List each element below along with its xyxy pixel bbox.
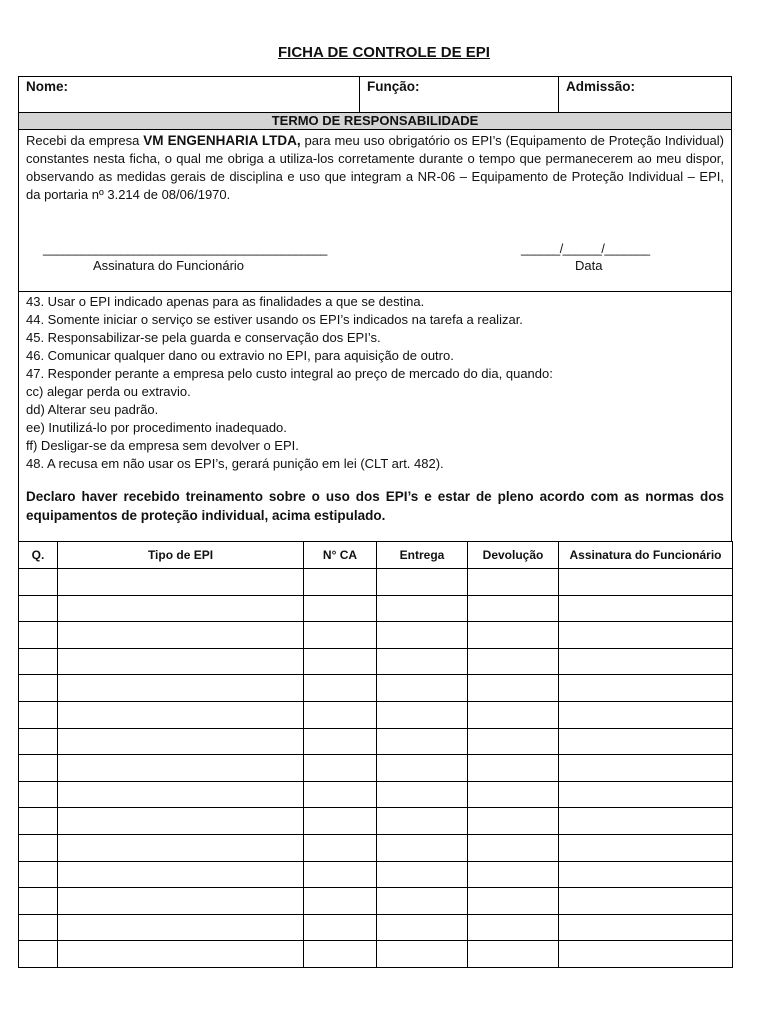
table-cell[interactable]: [19, 781, 58, 808]
table-row: [19, 701, 733, 728]
table-cell[interactable]: [19, 675, 58, 702]
table-row: [19, 781, 733, 808]
table-cell[interactable]: [304, 648, 377, 675]
table-cell[interactable]: [58, 595, 304, 622]
table-cell[interactable]: [559, 914, 733, 941]
table-cell[interactable]: [468, 888, 559, 915]
table-row: [19, 888, 733, 915]
table-cell[interactable]: [468, 648, 559, 675]
table-row: [19, 834, 733, 861]
table-cell[interactable]: [377, 861, 468, 888]
signature-line[interactable]: ____________________________________________: [43, 242, 327, 256]
table-cell[interactable]: [559, 622, 733, 649]
rule-item: 43. Usar o EPI indicado apenas para as finalidades a que se destina.: [26, 294, 425, 309]
rule-item: ff) Desligar-se da empresa sem devolver o EPI.: [26, 438, 299, 453]
rule-item: 45. Responsabilizar-se pela guarda e conservação dos EPI’s.: [26, 330, 381, 345]
table-cell[interactable]: [377, 701, 468, 728]
table-cell[interactable]: [58, 648, 304, 675]
table-cell[interactable]: [468, 914, 559, 941]
rule-item: 46. Comunicar qualquer dano ou extravio no EPI, para aquisição de outro.: [26, 348, 454, 363]
table-cell[interactable]: [377, 941, 468, 968]
table-cell[interactable]: [559, 834, 733, 861]
table-cell[interactable]: [58, 781, 304, 808]
company-name: VM ENGENHARIA LTDA,: [143, 133, 301, 148]
termo-text-before: Recebi da empresa: [26, 133, 144, 148]
table-cell[interactable]: [19, 914, 58, 941]
table-cell[interactable]: [468, 808, 559, 835]
table-cell[interactable]: [19, 648, 58, 675]
epi-table: [18, 541, 733, 968]
funcao-field[interactable]: Função:: [360, 77, 559, 112]
table-cell[interactable]: [58, 808, 304, 835]
table-cell[interactable]: [304, 675, 377, 702]
table-cell[interactable]: [377, 755, 468, 782]
epi-table-header: [19, 542, 733, 569]
table-cell[interactable]: [468, 834, 559, 861]
epi-table-body: [19, 569, 733, 968]
table-row: [19, 569, 733, 596]
table-cell[interactable]: [377, 888, 468, 915]
rule-item: dd) Alterar seu padrão.: [26, 402, 159, 417]
table-cell[interactable]: [58, 701, 304, 728]
table-row: [19, 675, 733, 702]
table-cell[interactable]: [468, 622, 559, 649]
table-cell[interactable]: [377, 595, 468, 622]
table-cell[interactable]: [19, 941, 58, 968]
table-cell[interactable]: [468, 569, 559, 596]
table-row: [19, 728, 733, 755]
table-cell[interactable]: [377, 781, 468, 808]
column-header: Entrega: [377, 542, 468, 569]
table-cell[interactable]: [304, 941, 377, 968]
rules-section: [18, 291, 732, 542]
declaration-text: Declaro haver recebido treinamento sobre o uso dos EPI’s e estar de pleno acordo com as normas dos equipamentos de proteção individual, acima estipulado.: [26, 489, 724, 523]
table-cell[interactable]: [304, 622, 377, 649]
table-cell[interactable]: [559, 595, 733, 622]
table-row: [19, 595, 733, 622]
table-cell[interactable]: [304, 569, 377, 596]
table-cell[interactable]: [377, 914, 468, 941]
table-cell[interactable]: [468, 755, 559, 782]
table-cell[interactable]: [559, 861, 733, 888]
table-cell[interactable]: [58, 622, 304, 649]
table-cell[interactable]: [377, 808, 468, 835]
column-header: Assinatura do Funcionário: [559, 542, 733, 569]
document-title: FICHA DE CONTROLE DE EPI: [278, 44, 490, 61]
table-row: [19, 648, 733, 675]
table-row: [19, 861, 733, 888]
table-cell[interactable]: [377, 569, 468, 596]
table-cell[interactable]: [468, 675, 559, 702]
table-cell[interactable]: [19, 888, 58, 915]
table-cell[interactable]: [559, 728, 733, 755]
rule-item: cc) alegar perda ou extravio.: [26, 384, 191, 399]
table-cell[interactable]: [19, 569, 58, 596]
table-cell[interactable]: [468, 728, 559, 755]
table-row: [19, 755, 733, 782]
table-cell[interactable]: [304, 888, 377, 915]
table-cell[interactable]: [559, 755, 733, 782]
table-cell[interactable]: [304, 808, 377, 835]
rule-item: 47. Responder perante a empresa pelo custo integral ao preço de mercado do dia, quando:: [26, 366, 553, 381]
table-cell[interactable]: [19, 728, 58, 755]
table-cell[interactable]: [559, 675, 733, 702]
table-cell[interactable]: [58, 728, 304, 755]
table-row: [19, 914, 733, 941]
table-cell[interactable]: [304, 914, 377, 941]
table-cell[interactable]: [468, 781, 559, 808]
termo-paragraph: [26, 132, 724, 204]
table-cell[interactable]: [58, 861, 304, 888]
table-cell[interactable]: [468, 861, 559, 888]
termo-heading: TERMO DE RESPONSABILIDADE: [18, 112, 732, 130]
rule-item: ee) Inutilizá-lo por procedimento inadequado.: [26, 420, 287, 435]
table-cell[interactable]: [377, 675, 468, 702]
table-cell[interactable]: [468, 701, 559, 728]
admissao-field[interactable]: Admissão:: [566, 79, 636, 94]
table-cell[interactable]: [58, 941, 304, 968]
table-cell[interactable]: [19, 701, 58, 728]
column-header: Devolução: [468, 542, 559, 569]
column-header: N° CA: [304, 542, 377, 569]
date-label: Data: [575, 258, 603, 273]
termo-section: [18, 129, 732, 292]
nome-field[interactable]: Nome:: [19, 77, 360, 112]
rule-item: 48. A recusa em não usar os EPI’s, gerará punição em lei (CLT art. 482).: [26, 456, 444, 471]
table-cell[interactable]: [468, 595, 559, 622]
table-cell[interactable]: [19, 622, 58, 649]
employee-header-row: [18, 76, 732, 113]
table-cell[interactable]: [377, 648, 468, 675]
column-header: Q.: [19, 542, 58, 569]
table-cell[interactable]: [377, 728, 468, 755]
table-cell[interactable]: [559, 888, 733, 915]
signature-label: Assinatura do Funcionário: [93, 258, 245, 273]
table-cell[interactable]: [58, 914, 304, 941]
table-row: [19, 941, 733, 968]
table-cell[interactable]: [58, 755, 304, 782]
table-cell[interactable]: [304, 595, 377, 622]
table-cell[interactable]: [58, 675, 304, 702]
table-cell[interactable]: [377, 622, 468, 649]
table-cell[interactable]: [304, 755, 377, 782]
column-header: Tipo de EPI: [58, 542, 304, 569]
table-cell[interactable]: [58, 834, 304, 861]
table-cell[interactable]: [559, 781, 733, 808]
table-cell[interactable]: [559, 701, 733, 728]
table-cell[interactable]: [468, 941, 559, 968]
table-cell[interactable]: [19, 834, 58, 861]
table-cell[interactable]: [559, 808, 733, 835]
table-cell[interactable]: [559, 648, 733, 675]
table-cell[interactable]: [58, 569, 304, 596]
table-cell[interactable]: [19, 808, 58, 835]
table-cell[interactable]: [19, 861, 58, 888]
date-line[interactable]: ______/______/_______: [521, 242, 650, 256]
table-cell[interactable]: [58, 888, 304, 915]
termo-text-after: para meu uso obrigatório os EPI’s (Equipamento de Proteção Individual) constantes nesta ficha, o qual me obriga a utiliza-los corretamente durante o tempo que permanecerem ao meu dispor, observando as medidas gerais de disciplina e uso que integram a NR-06 – Equipamento de Proteção Individual – EPI, da portaria nº 3.214 de 08/06/1970.: [26, 133, 725, 202]
table-cell[interactable]: [304, 781, 377, 808]
table-cell[interactable]: [377, 834, 468, 861]
table-cell[interactable]: [559, 569, 733, 596]
table-cell[interactable]: [19, 755, 58, 782]
rules-list: [26, 293, 724, 473]
table-cell[interactable]: [559, 941, 733, 968]
table-cell[interactable]: [19, 595, 58, 622]
rule-item: 44. Somente iniciar o serviço se estiver usando os EPI’s indicados na tarefa a realizar.: [26, 312, 523, 327]
table-cell[interactable]: [304, 834, 377, 861]
table-row: [19, 808, 733, 835]
table-cell[interactable]: [304, 728, 377, 755]
table-row: [19, 622, 733, 649]
table-cell[interactable]: [304, 701, 377, 728]
table-cell[interactable]: [304, 861, 377, 888]
